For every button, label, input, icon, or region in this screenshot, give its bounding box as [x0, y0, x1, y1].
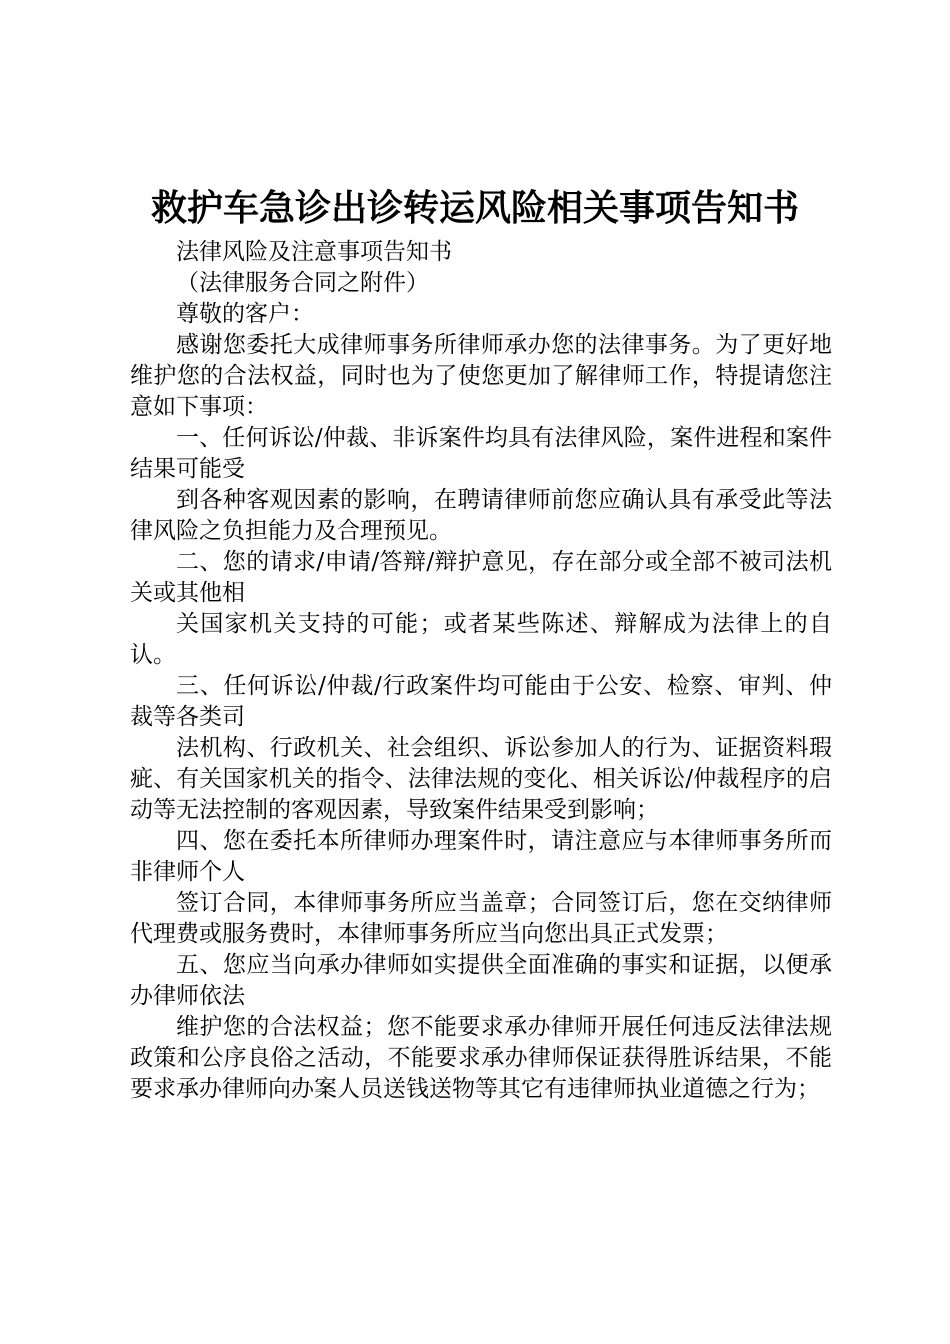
document-body: [130, 237, 832, 1105]
paragraph: 二、您的请求/申请/答辩/辩护意见，存在部分或全部不被司法机关或其他相: [130, 549, 832, 606]
paragraph: 四、您在委托本所律师办理案件时，请注意应与本律师事务所而非律师个人: [130, 828, 832, 885]
paragraph: 到各种客观因素的影响，在聘请律师前您应确认具有承受此等法律风险之负担能力及合理预见。: [130, 487, 832, 544]
document-title: 救护车急诊出诊转运风险相关事项告知书: [150, 187, 799, 229]
paragraph: 法律风险及注意事项告知书: [176, 239, 452, 265]
paragraph: 维护您的合法权益；您不能要求承办律师开展任何违反法律法规政策和公序良俗之活动，不能要求承办律师保证获得胜诉结果，不能要求承办律师向办案人员送钱送物等其它有违律师执业道德之行为；: [130, 1014, 832, 1102]
paragraph: 关国家机关支持的可能；或者某些陈述、辩解成为法律上的自认。: [130, 611, 832, 668]
paragraph: （法律服务合同之附件）: [176, 270, 429, 296]
paragraph: 一、任何诉讼/仲裁、非诉案件均具有法律风险，案件进程和案件结果可能受: [130, 425, 832, 482]
paragraph: 五、您应当向承办律师如实提供全面准确的事实和证据，以便承办律师依法: [130, 952, 832, 1009]
paragraph: 签订合同，本律师事务所应当盖章；合同签订后，您在交纳律师代理费或服务费时，本律师事务所应当向您出具正式发票；: [130, 890, 832, 947]
paragraph: 三、任何诉讼/仲裁/行政案件均可能由于公安、检察、审判、仲裁等各类司: [130, 673, 832, 730]
paragraph: 尊敬的客户：: [176, 301, 314, 327]
paragraph: 法机构、行政机关、社会组织、诉讼参加人的行为、证据资料瑕疵、有关国家机关的指令、法律法规的变化、相关诉讼/仲裁程序的启动等无法控制的客观因素，导致案件结果受到影响；: [130, 735, 832, 823]
paragraph: 感谢您委托大成律师事务所律师承办您的法律事务。为了更好地维护您的合法权益，同时也为了使您更加了解律师工作，特提请您注意如下事项：: [130, 332, 832, 420]
